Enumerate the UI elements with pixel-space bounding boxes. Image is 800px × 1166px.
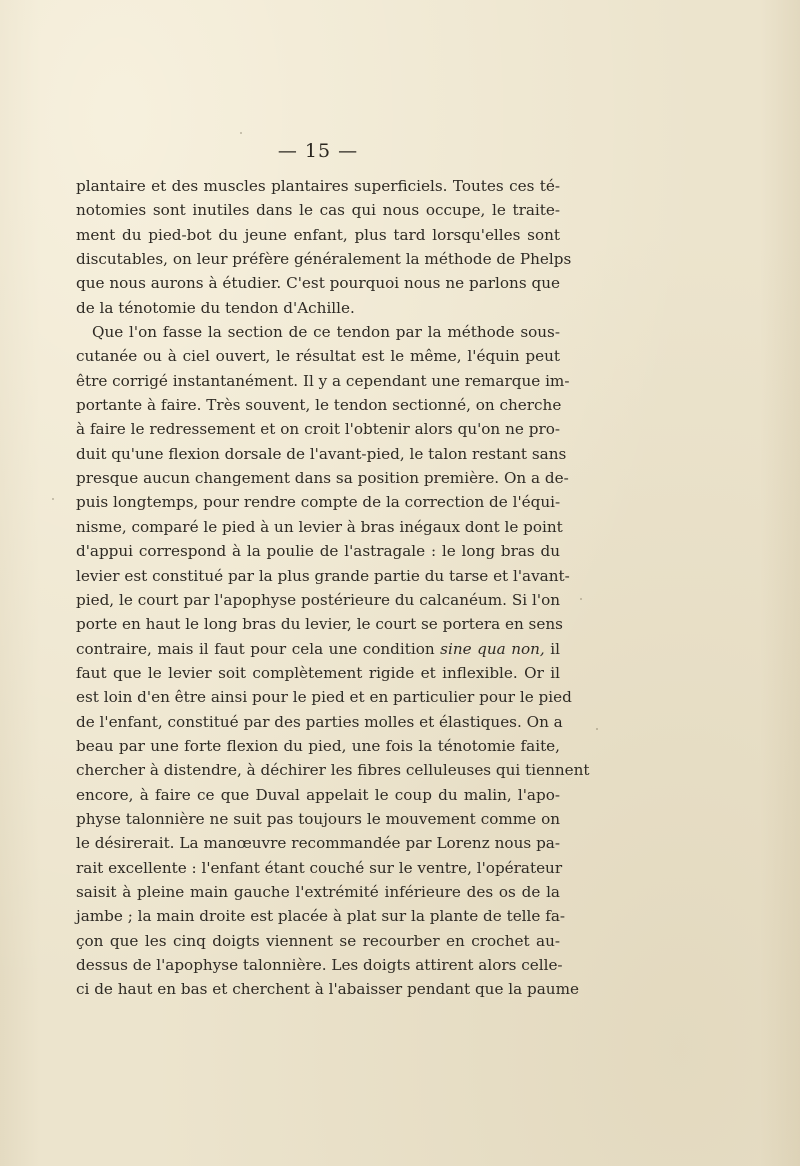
text-line: notomies sont inutiles dans le cas qui nous occupe, le traite- — [76, 201, 560, 220]
text-line: beau par une forte flexion du pied, une fois la ténotomie faite, — [76, 736, 560, 755]
text-line: que nous aurons à étudier. C'est pourquoi nous ne parlons que — [76, 274, 560, 293]
text-line: discutables, on leur préfère généralement la méthode de Phelps — [76, 250, 572, 269]
text-line: de la ténotomie du tendon d'Achille. — [76, 298, 355, 317]
text-line: saisit à pleine main gauche l'extrémité inférieure des os de la — [76, 882, 560, 901]
text-line: le désirerait. La manœuvre recommandée par Lorenz nous pa- — [76, 834, 560, 853]
text-line: porte en haut le long bras du levier, le court se portera en sens — [76, 615, 563, 634]
text-line: puis longtemps, pour rendre compte de la correction de l'équi- — [76, 493, 561, 512]
text-line: chercher à distendre, à déchirer les fibres celluleuses qui tiennent — [76, 761, 590, 780]
paper-speck — [240, 132, 242, 134]
text-line-with-italic — [76, 637, 560, 661]
text-line: cutanée ou à ciel ouvert, le résultat est le même, l'équin peut — [76, 347, 560, 366]
text-line: presque aucun changement dans sa position première. On a de- — [76, 469, 569, 488]
text-line: est loin d'en être ainsi pour le pied et en particulier pour le pied — [76, 688, 572, 707]
text-line: Que l'on fasse la section de ce tendon par la méthode sous- — [92, 323, 560, 342]
text-line: encore, à faire ce que Duval appelait le coup du malin, l'apo- — [76, 785, 560, 804]
paper-speck — [596, 728, 598, 730]
text-line: physe talonnière ne suit pas toujours le mouvement comme on — [76, 809, 560, 828]
text-line: d'appui correspond à la poulie de l'astragale : le long bras du — [76, 542, 560, 561]
paper-speck — [52, 498, 54, 500]
text-line: jambe ; la main droite est placée à plat sur la plante de telle fa- — [76, 907, 566, 926]
text-line: de l'enfant, constitué par des parties molles et élastiques. On a — [76, 712, 563, 731]
italic-phrase: sine qua non, — [440, 639, 545, 658]
text-line: pied, le court par l'apophyse postérieure du calcanéum. Si l'on — [76, 590, 560, 609]
text-line: à faire le redressement et on croit l'obtenir alors qu'on ne pro- — [76, 420, 560, 439]
text-line: ci de haut en bas et cherchent à l'abaisser pendant que la paume — [76, 980, 579, 999]
text-line: dessus de l'apophyse talonnière. Les doigts attirent alors celle- — [76, 956, 563, 974]
text-line: être corrigé instantanément. Il y a cependant une remarque im- — [76, 371, 570, 390]
body-text — [76, 174, 590, 1002]
text-line: plantaire et des muscles plantaires superficiels. Toutes ces té- — [76, 177, 560, 195]
text-line: faut que le levier soit complètement rigide et inflexible. Or il — [76, 663, 560, 682]
page-number: — 15 — — [277, 140, 359, 162]
text-line: ment du pied-bot du jeune enfant, plus tard lorsqu'elles sont — [76, 225, 560, 244]
text-line: çon que les cinq doigts viennent se recourber en crochet au- — [76, 931, 560, 950]
text-line: nisme, comparé le pied à un levier à bras inégaux dont le point — [76, 517, 563, 536]
text-line: levier est constitué par la plus grande partie du tarse et l'avant- — [76, 566, 570, 585]
text-line: duit qu'une flexion dorsale de l'avant-pied, le talon restant sans — [76, 444, 567, 463]
text-line: portante à faire. Très souvent, le tendon sectionné, on cherche — [76, 396, 562, 415]
text-segment: contraire, mais il faut pour cela une condition — [76, 639, 441, 658]
paper-speck — [580, 598, 582, 600]
text-line: rait excellente : l'enfant étant couché sur le ventre, l'opérateur — [76, 858, 563, 877]
text-segment: il — [544, 639, 560, 658]
